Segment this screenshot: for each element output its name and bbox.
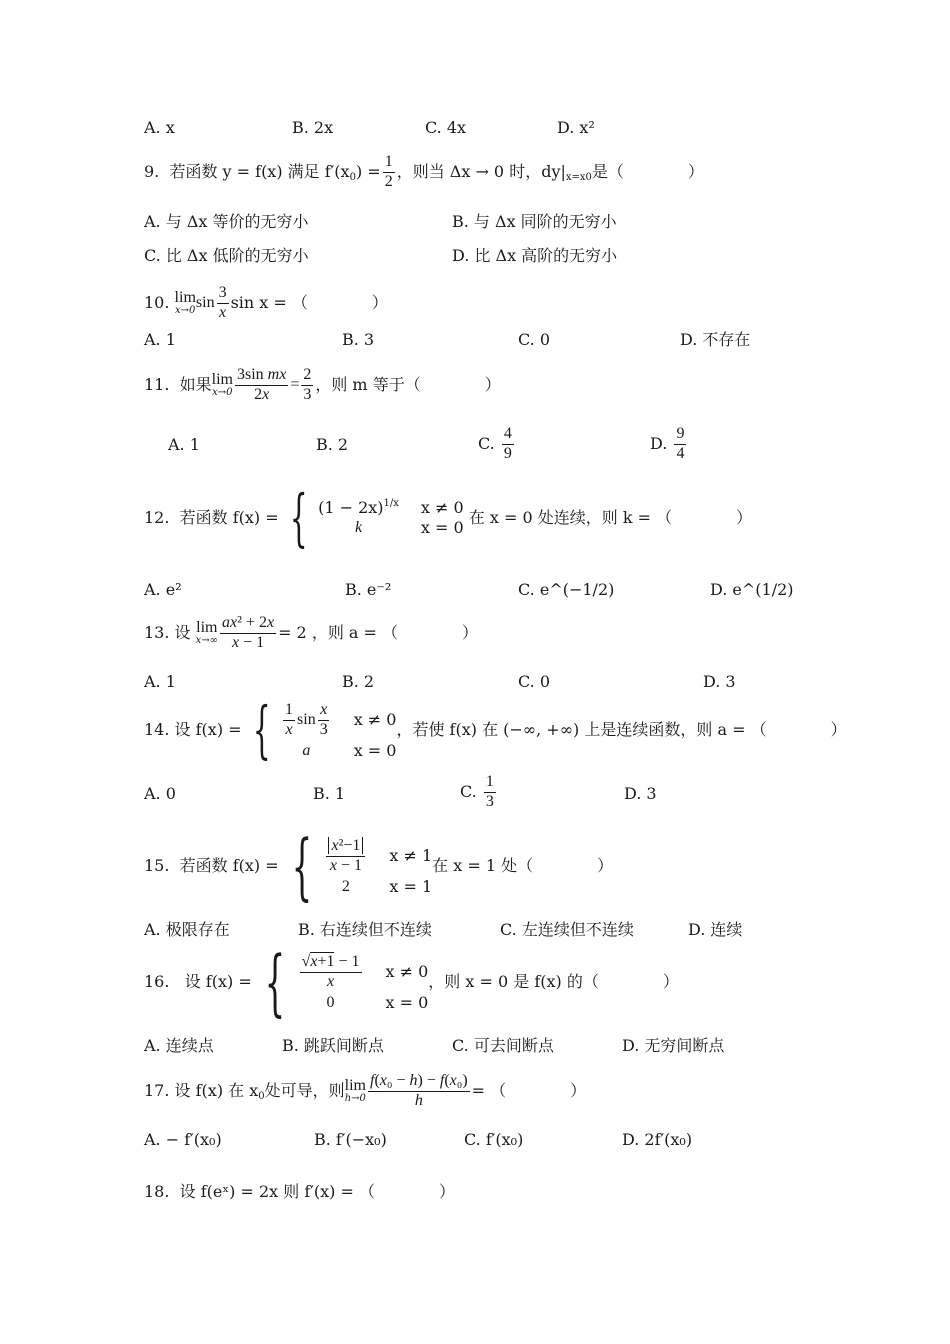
q9-option-d: D. 比 Δx 高阶的无穷小 bbox=[452, 246, 618, 265]
q18-text: 设 f(eˣ) = 2x 则 f′(x) = （ ） bbox=[179, 1182, 455, 1201]
q11-option-c: C. $\frac{4}{9}$ bbox=[478, 425, 512, 462]
q9-number: 9. bbox=[144, 162, 160, 181]
q13-option-d: D. 3 bbox=[703, 672, 736, 691]
q8-option-c: C. 4x bbox=[425, 118, 467, 137]
q15-number: 15. bbox=[144, 856, 170, 875]
q13-pre: 设 bbox=[174, 623, 191, 642]
q16-stem bbox=[144, 940, 679, 1024]
q16-brace: { bbox=[264, 940, 285, 1024]
q10-option-a: A. 1 bbox=[144, 330, 176, 349]
q14-option-a: A. 0 bbox=[144, 784, 176, 803]
q15-cases: $\frac{\text{x²−1}}{x - 1}$ x ≠ 1 2 x = 1 bbox=[324, 837, 432, 895]
q8-option-d: D. x² bbox=[557, 118, 595, 137]
q12-brace: { bbox=[289, 481, 308, 554]
q14-stem bbox=[144, 693, 847, 766]
q11-fraction-left: $\frac{\text{3sin mx}}{2x}$ bbox=[236, 366, 287, 403]
q16-pre: 设 f(x) = bbox=[184, 972, 252, 991]
q10-tail: sin x = （ ） bbox=[230, 293, 388, 312]
q16-number: 16. bbox=[144, 972, 170, 991]
q18-number: 18. bbox=[144, 1182, 170, 1201]
q11-fraction-right: $\frac{2}{3}$ bbox=[303, 366, 312, 403]
q17-option-c: C. f′(x₀) bbox=[464, 1130, 524, 1149]
q10-number: 10. bbox=[144, 293, 170, 312]
q13-option-a: A. 1 bbox=[144, 672, 176, 691]
q11-number: 11. bbox=[144, 375, 170, 394]
q12-option-b: B. e⁻² bbox=[345, 580, 392, 599]
q16-option-a: A. 连续点 bbox=[144, 1036, 214, 1055]
q11-limit: lim x→0 bbox=[211, 371, 233, 398]
q10-fraction: $\frac{3}{x}$ bbox=[218, 284, 227, 321]
q12-post: 在 x = 0 处连续，则 k = （ ） bbox=[468, 508, 753, 527]
q17-option-a: A. − f′(x₀) bbox=[144, 1130, 222, 1149]
q12-pre: 若函数 f(x) = bbox=[179, 508, 279, 527]
q12-cases: $(1 - 2x)^{1/x}$ x ≠ 0 k x = 0 bbox=[318, 498, 464, 537]
q15-post: 在 x = 1 处（ ） bbox=[432, 856, 614, 875]
q13-limit: lim x→∞ bbox=[195, 619, 219, 646]
q11-option-d: D. $\frac{9}{4}$ bbox=[650, 425, 685, 462]
q17-pre: 设 f(x) 在 x bbox=[174, 1081, 259, 1100]
q13-fraction: $\frac{\text{ax² + 2x}}{x - 1}$ bbox=[222, 614, 275, 651]
q15-stem bbox=[144, 824, 614, 908]
q16-option-d: D. 无穷间断点 bbox=[622, 1036, 725, 1055]
q14-cases: $\frac{1}{x}$ sin $\frac{x}{3}$ x ≠ 0 a x = 0 bbox=[285, 701, 397, 760]
q12-option-c: C. e^(−1/2) bbox=[518, 580, 615, 599]
q9-stem: 9. 若函数 y = f(x) 满足 f′(x 0 ) = $\frac{1}{2}$ ，则当 Δx → 0 时，dy| x=x0 是（ ） bbox=[144, 153, 704, 190]
q15-pre: 若函数 f(x) = bbox=[179, 856, 279, 875]
q9-sub: x=x0 bbox=[565, 172, 592, 183]
q15-option-c: C. 左连续但不连续 bbox=[500, 920, 634, 939]
q17-option-b: B. f′(−x₀) bbox=[314, 1130, 387, 1149]
q15-option-a: A. 极限存在 bbox=[144, 920, 230, 939]
q11-pre: 如果 bbox=[179, 375, 212, 394]
q8-option-b: B. 2x bbox=[292, 118, 334, 137]
q11-option-a: A. 1 bbox=[168, 435, 200, 454]
q11-post: ，则 m 等于（ ） bbox=[315, 375, 501, 394]
q10-limit: lim x→0 bbox=[174, 289, 196, 316]
q12-option-a: A. e² bbox=[144, 580, 182, 599]
q17-number: 17. bbox=[144, 1081, 170, 1100]
q9-option-b: B. 与 Δx 同阶的无穷小 bbox=[452, 212, 617, 231]
q14-post: ，若使 f(x) 在 (−∞, +∞) 上是连续函数，则 a = （ ） bbox=[396, 720, 847, 739]
q17-stem: 17. 设 f(x) 在 x 0 处可导，则 lim h→0 $\frac{\text{f(x₀ − h) − f(x₀)}}{h}$ = （ ） bbox=[144, 1072, 587, 1109]
q12-stem bbox=[144, 481, 753, 554]
q17-option-d: D. 2f′(x₀) bbox=[622, 1130, 693, 1149]
q8-option-a: A. x bbox=[144, 118, 175, 137]
q9-option-c: C. 比 Δx 低阶的无穷小 bbox=[144, 246, 309, 265]
q14-pre: 设 f(x) = bbox=[174, 720, 242, 739]
q9-pre: 若函数 y = f(x) 满足 f′(x bbox=[169, 162, 350, 181]
q17-limit: lim h→0 bbox=[344, 1077, 366, 1104]
q18-stem bbox=[144, 1184, 455, 1200]
q14-option-c: C. $\frac{1}{3}$ bbox=[460, 773, 494, 810]
q12-number: 12. bbox=[144, 508, 170, 527]
q16-option-c: C. 可去间断点 bbox=[452, 1036, 554, 1055]
q11-option-b: B. 2 bbox=[316, 435, 349, 454]
q14-brace: { bbox=[252, 693, 271, 766]
q16-cases: $\frac{√x+1 - 1}{x}$ x ≠ 0 0 x = 0 bbox=[301, 953, 429, 1012]
q16-option-b: B. 跳跃间断点 bbox=[282, 1036, 384, 1055]
q9-option-a: A. 与 Δx 等价的无穷小 bbox=[144, 212, 309, 231]
q13-stem bbox=[144, 610, 478, 656]
q17-mid: 处可导，则 bbox=[264, 1081, 345, 1100]
q13-number: 13. bbox=[144, 623, 170, 642]
q15-brace: { bbox=[291, 824, 312, 908]
q12-option-d: D. e^(1/2) bbox=[710, 580, 794, 599]
q9-end: 是（ ） bbox=[591, 162, 704, 181]
q10-stem: 10. lim x→0 sin $\frac{3}{x}$ sin x = （ ） bbox=[144, 284, 388, 321]
q13-option-b: B. 2 bbox=[342, 672, 375, 691]
q15-option-b: B. 右连续但不连续 bbox=[298, 920, 432, 939]
q9-post: ，则当 Δx → 0 时，dy| bbox=[396, 162, 566, 181]
q14-option-b: B. 1 bbox=[313, 784, 346, 803]
q16-post: ，则 x = 0 是 f(x) 的（ ） bbox=[428, 972, 679, 991]
q10-option-d: D. 不存在 bbox=[680, 330, 751, 349]
q11-stem: 11. 如果 lim x→0 $\frac{\text{3sin mx}}{2x}$ = $\frac{2}{3}$ ，则 m 等于（ ） bbox=[144, 366, 501, 403]
q9-fraction: $\frac{1}{2}$ bbox=[384, 153, 393, 190]
q14-number: 14. bbox=[144, 720, 170, 739]
q17-post: = （ ） bbox=[471, 1081, 587, 1100]
q15-option-d: D. 连续 bbox=[688, 920, 743, 939]
q13-post: = 2 ，则 a = （ ） bbox=[278, 623, 479, 642]
q9-mid: ) = bbox=[355, 162, 381, 181]
q10-option-c: C. 0 bbox=[518, 330, 551, 349]
q13-option-c: C. 0 bbox=[518, 672, 551, 691]
q10-option-b: B. 3 bbox=[342, 330, 375, 349]
q17-fraction: $\frac{\text{f(x₀ − h) − f(x₀)}}{h}$ bbox=[370, 1072, 468, 1109]
q14-option-d: D. 3 bbox=[624, 784, 657, 803]
